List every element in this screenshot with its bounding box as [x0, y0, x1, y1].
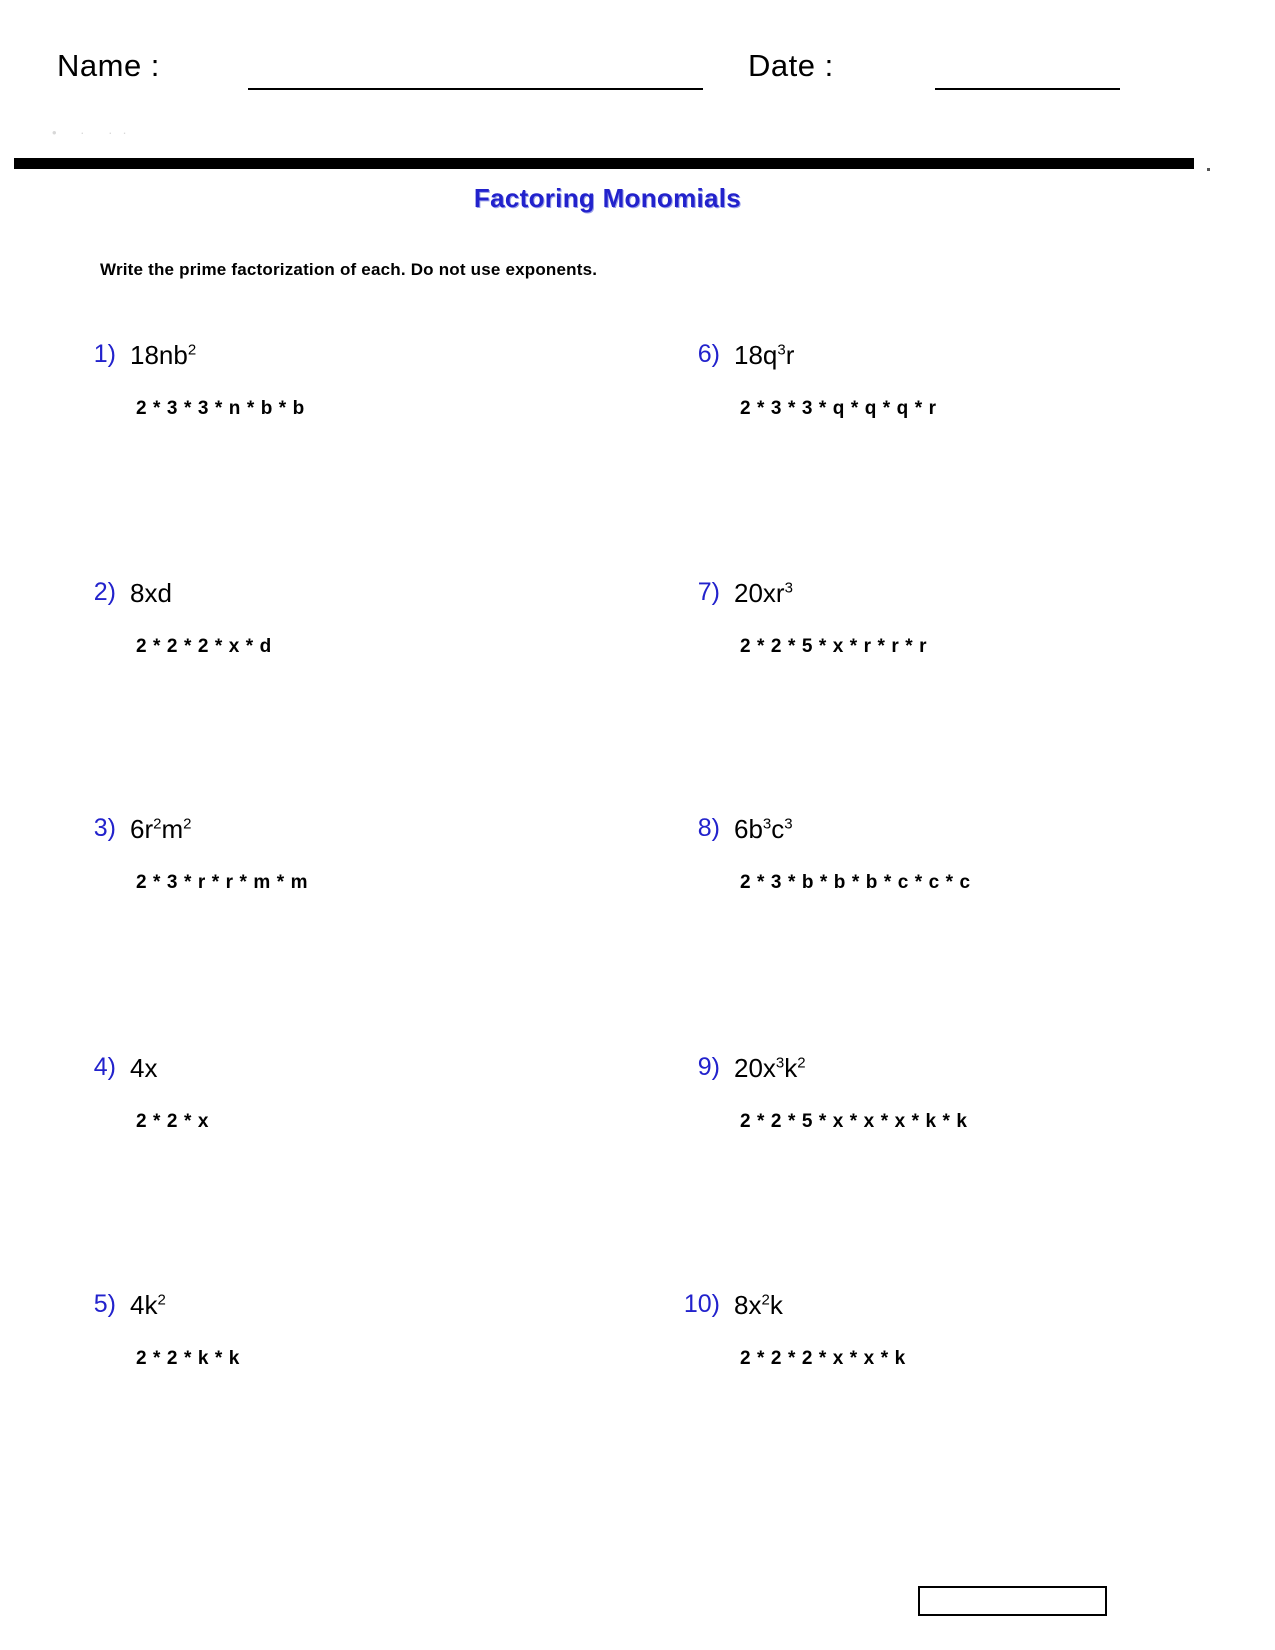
instructions-text: Write the prime factorization of each. Do not use exponents. [100, 260, 598, 279]
problem-answer[interactable]: 2 * 3 * r * r * m * m [136, 872, 309, 893]
date-label: Date : [748, 48, 834, 83]
page-title: Factoring Monomials [473, 183, 742, 213]
divider-dot [1207, 168, 1210, 171]
problem-number: 7) [697, 578, 720, 606]
problem-expression: 4x [130, 1053, 158, 1083]
date-write-line[interactable] [935, 88, 1120, 90]
problem-number: 9) [697, 1053, 720, 1081]
worksheet-header [0, 48, 1275, 118]
problem-expression: $6r^2m^2$ [130, 814, 192, 844]
problem-answer[interactable]: 2 * 3 * b * b * b * c * c * c [740, 872, 971, 893]
problem-expression: $18nb^2$ [130, 340, 197, 370]
problem-expression: $18q^3r$ [734, 340, 795, 370]
problem-answer[interactable]: 2 * 2 * k * k [136, 1348, 240, 1369]
problem-number: 8) [697, 814, 720, 842]
problem-answer[interactable]: 2 * 3 * 3 * q * q * q * r [740, 398, 937, 419]
problem-answer[interactable]: 2 * 2 * 5 * x * r * r * r [740, 636, 928, 657]
problem-number: 6) [697, 340, 720, 368]
problem-answer[interactable]: 2 * 2 * x [136, 1111, 210, 1132]
problem-expression: $8x^2k$ [734, 1290, 783, 1320]
problem-answer[interactable]: 2 * 2 * 2 * x * x * k [740, 1348, 906, 1369]
header-divider [14, 158, 1194, 169]
problem-number: 3) [93, 814, 116, 842]
problem-expression: $6b^3c^3$ [734, 814, 793, 844]
problem-answer[interactable]: 2 * 2 * 5 * x * x * x * k * k [740, 1111, 968, 1132]
name-write-line[interactable] [248, 88, 703, 90]
problem-number: 10) [683, 1290, 720, 1318]
problem-expression: $20xr^3$ [734, 578, 793, 608]
problem-number: 2) [93, 578, 116, 606]
problem-answer[interactable]: 2 * 3 * 3 * n * b * b [136, 398, 305, 419]
problem-number: 1) [93, 340, 116, 368]
problem-number: 4) [93, 1053, 116, 1081]
name-label: Name : [57, 48, 160, 83]
divider-bar [14, 158, 1194, 169]
faint-pencil-marks: • · ·· [52, 125, 137, 140]
problem-number: 5) [93, 1290, 116, 1318]
problem-expression: $4k^2$ [130, 1290, 166, 1320]
problem-answer[interactable]: 2 * 2 * 2 * x * d [136, 636, 272, 657]
problem-expression: 8xd [130, 578, 172, 608]
footer-answer-box[interactable] [918, 1586, 1107, 1616]
problem-expression: $20x^3k^2$ [734, 1053, 806, 1083]
